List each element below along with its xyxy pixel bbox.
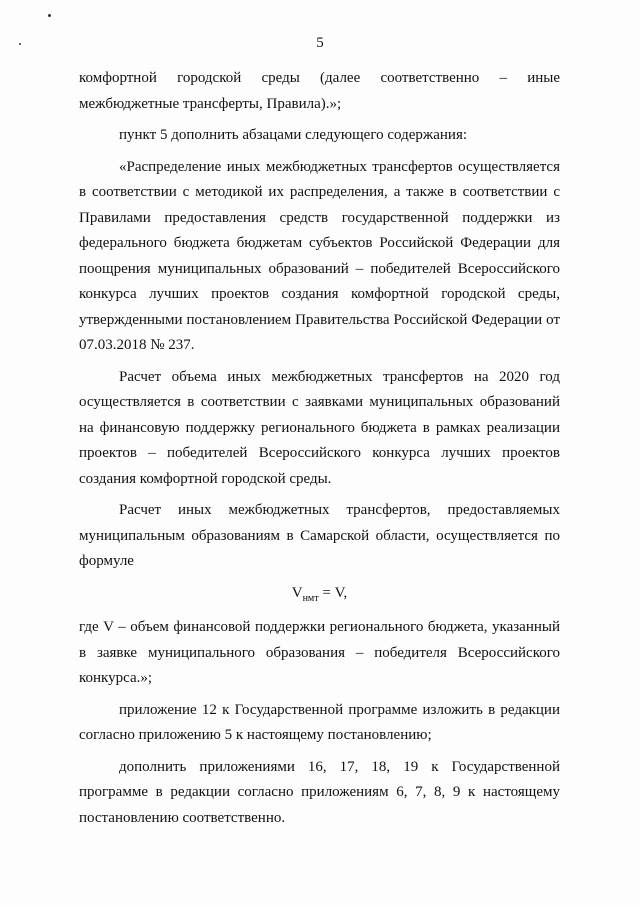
paragraph: Расчет объема иных межбюджетных трансфертов на 2020 год осуществляется в соответствии с заявками муниципальных образований на финансовую поддержку регионального бюджета в рамках реализации проектов – победителей Всероссийского конкурса лучших проектов создания комфортной городской среды. — [79, 368, 560, 487]
paragraph: пункт 5 дополнить абзацами следующего содержания: — [119, 127, 468, 143]
paragraph: приложение 12 к Государственной программе изложить в редакции согласно приложению 5 к настоящему постановлению; — [79, 701, 560, 743]
formula-lhs: V — [291, 584, 303, 601]
scan-speck — [48, 14, 51, 17]
paragraph: «Распределение иных межбюджетных трансфертов осуществляется в соответствии с методикой их распределения, а также в соответствии с Правилами предоставления средств государственной поддержки из федерального бюджета бюджетам субъектов Российской Федерации для поощрения муниципальных образований – победителей Всероссийского конкурса лучших проектов создания комфортной городской среды, утвержденными постановлением Правительства Российской Федерации от 07.03.2018 № 237. — [79, 158, 560, 353]
paragraph: где V – объем финансовой поддержки регионального бюджета, указанный в заявке муниципального образования – победителя Всероссийского конкурса.»; — [79, 619, 560, 686]
document-body — [79, 66, 560, 831]
formula — [79, 581, 560, 612]
paragraph: дополнить приложениями 16, 17, 18, 19 к Государственной программе в редакции согласно приложениям 6, 7, 8, 9 к настоящему постановлению соответственно. — [79, 758, 560, 826]
formula-rhs: = V, — [318, 584, 348, 601]
paragraph: комфортной городской среды (далее соответственно – иные межбюджетные трансферты, Правила).»; — [79, 70, 560, 112]
page-number: 5 — [316, 35, 324, 51]
formula-lhs-subscript: нмт — [302, 592, 319, 604]
paragraph: Расчет иных межбюджетных трансфертов, предоставляемых муниципальным образованиям в Самарской области, осуществляется по формуле — [79, 502, 560, 569]
